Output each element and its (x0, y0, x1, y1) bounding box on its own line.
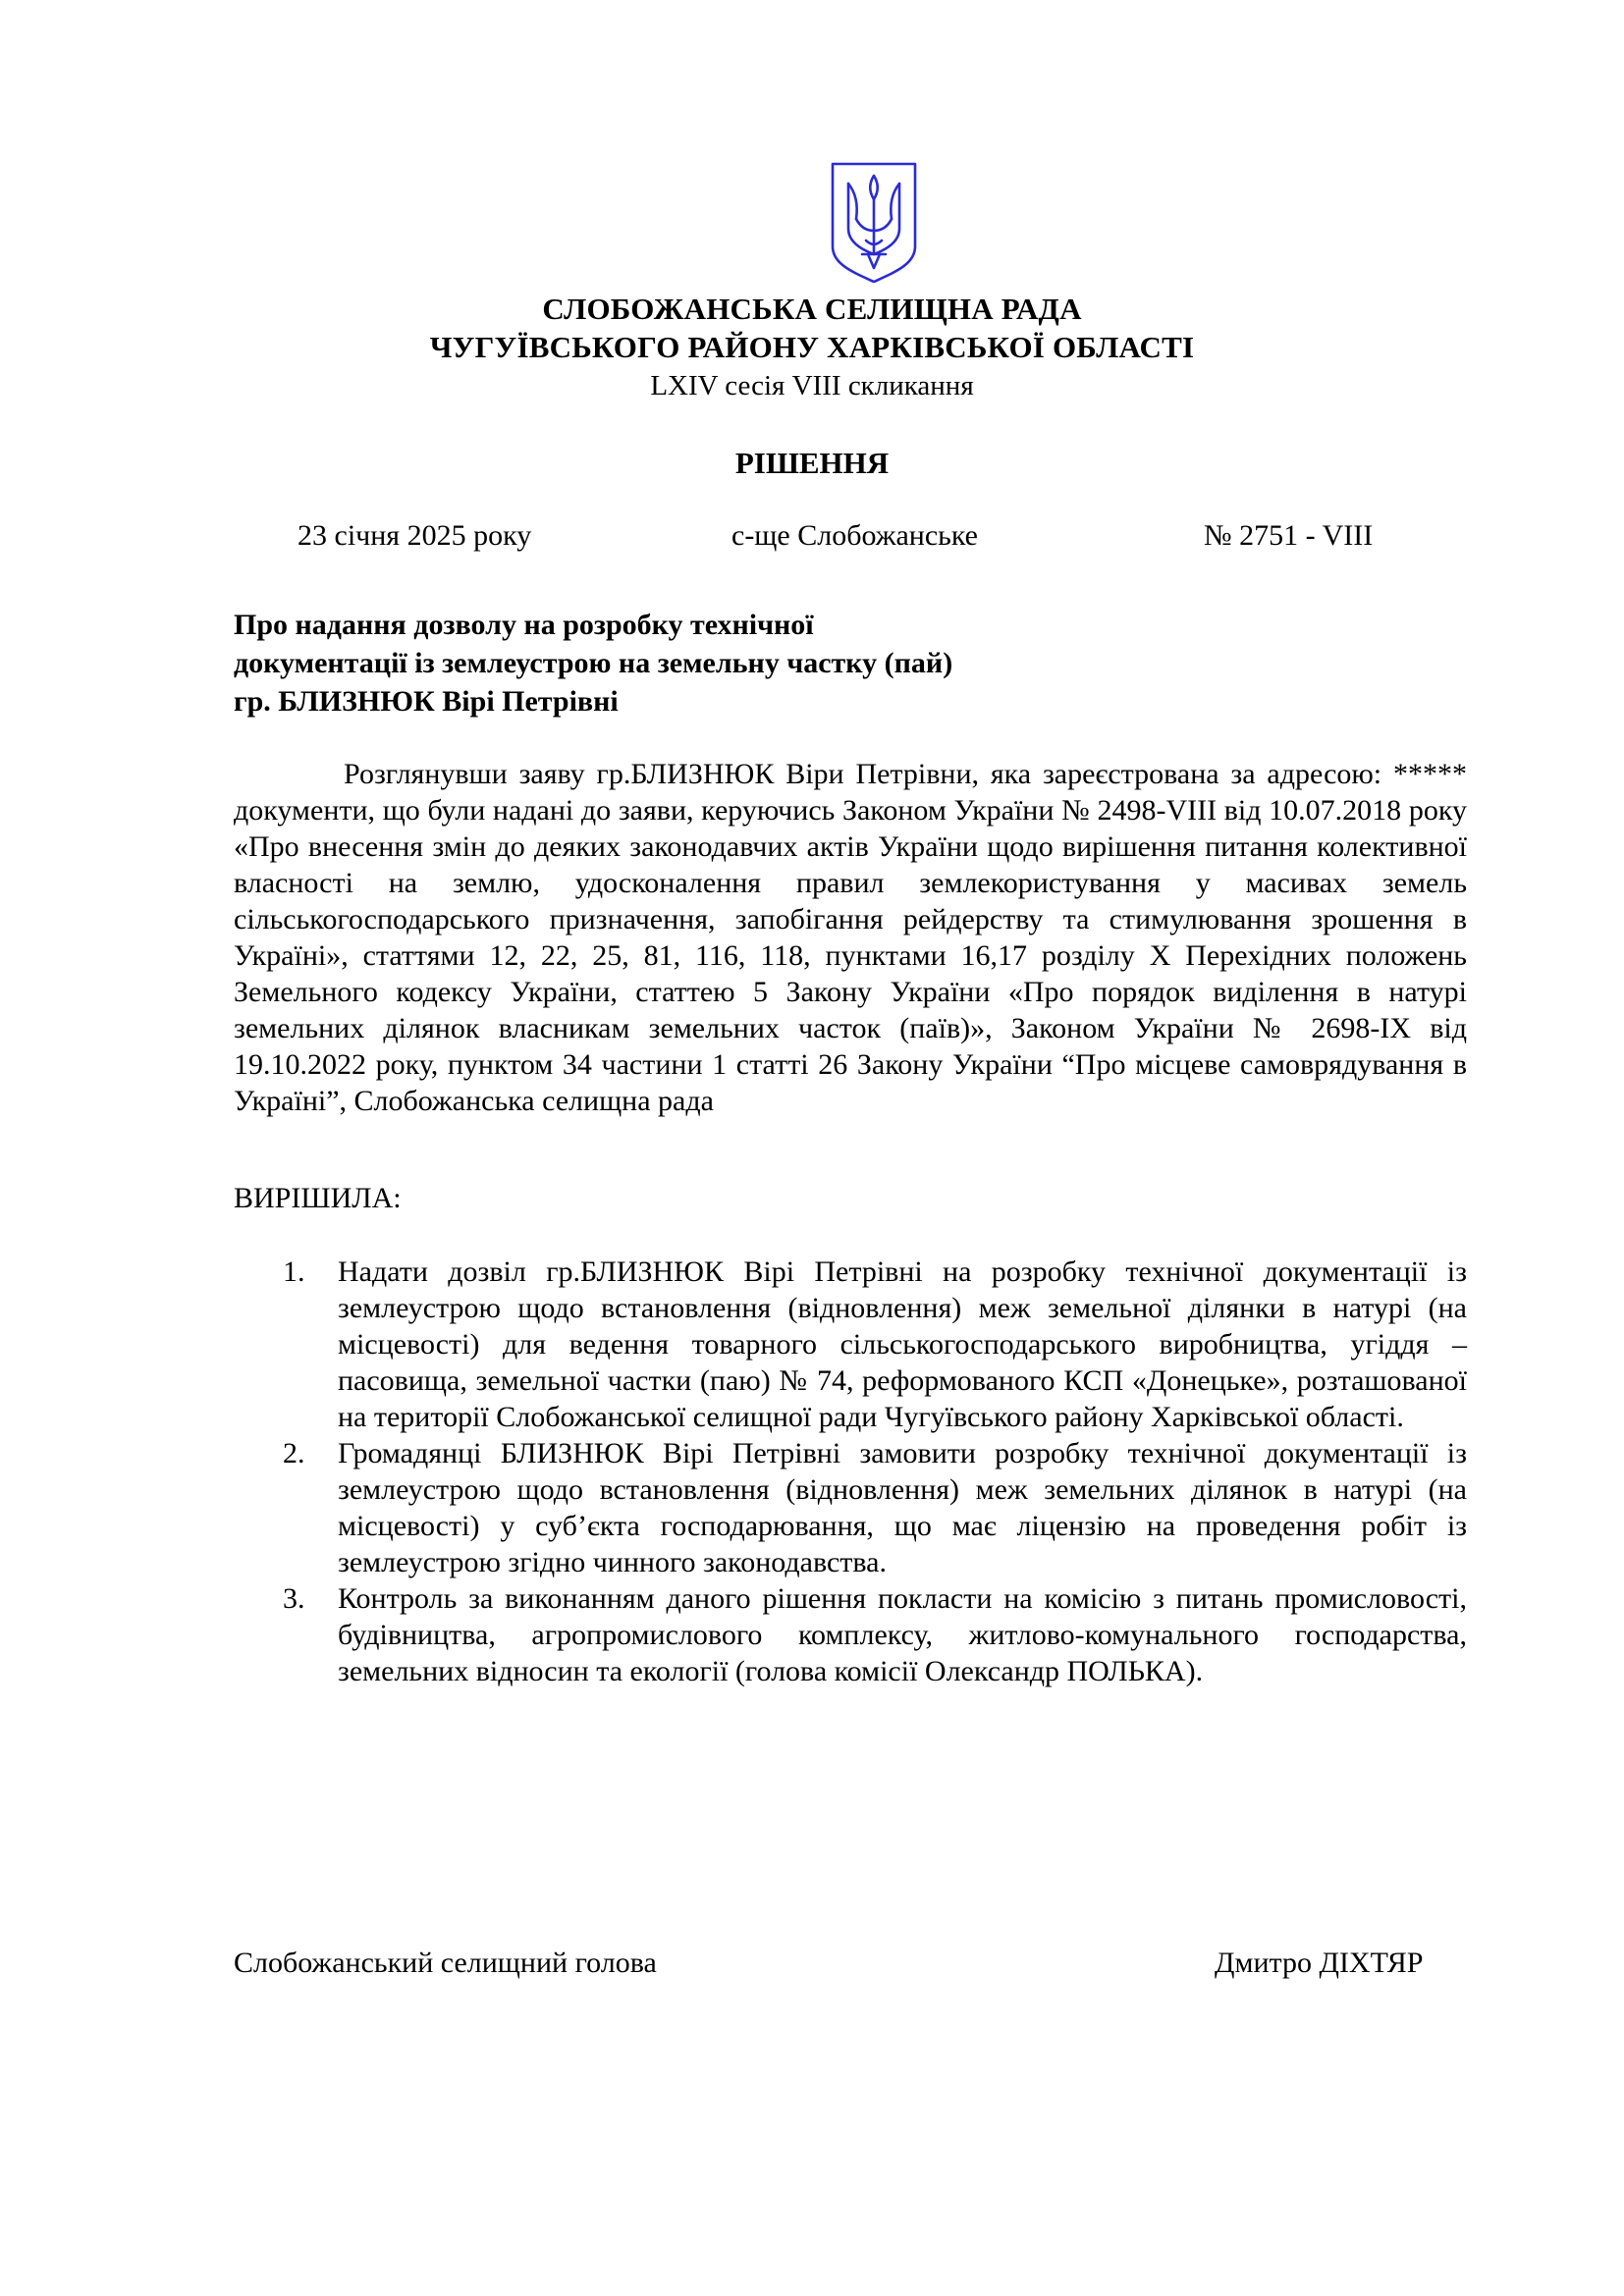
decision-date: 23 січня 2025 року (298, 519, 532, 552)
decision-item (234, 1580, 1467, 1689)
item-text: Громадянці БЛИЗНЮК Вірі Петрівні замовити розробку технічної документації із землеустрою щодо встановлення (відновлення) меж земельних ділянок в натурі (на місцевості) у суб’єкта господарювання, що має ліцензію на проведення робіт із землеустрою згідно чинного законодавства. (338, 1437, 1467, 1578)
decision-number: № 2751 - VIII (1204, 519, 1374, 552)
session-line: LXIV сесія VIII скликання (650, 370, 974, 401)
subject-line: Про надання дозволу на розробку технічної (234, 609, 814, 641)
subject-line: документації із землеустрою на земельну частку (пай) (234, 647, 953, 679)
district-name: ЧУГУЇВСЬКОГО РАЙОНУ ХАРКІВСЬКОЇ ОБЛАСТІ (429, 330, 1195, 364)
item-text: Надати дозвіл гр.БЛИЗНЮК Вірі Петрівні на розробку технічної документації із землеустрою щодо встановлення (відновлення) меж земельної ділянки в натурі (на місцевості) для ведення товарного сільськогосподарського виробництва, угіддя – пасовища, земельної частки (паю) № 74, реформованого КСП «Донецьке», розташованої на території Слобожанської селищної ради Чугуївського району Харківської області. (338, 1255, 1467, 1433)
decision-item (234, 1254, 1467, 1435)
item-number: 2. (283, 1437, 305, 1469)
resolved-label: ВИРІШИЛА: (234, 1182, 402, 1214)
document-type: РІШЕННЯ (734, 446, 890, 480)
subject-line: гр. БЛИЗНЮК Вірі Петрівні (234, 685, 619, 718)
decision-subject (234, 606, 952, 721)
signatory-position: Слобожанський селищний голова (234, 1947, 657, 1979)
council-name: СЛОБОЖАНСЬКА СЕЛИЩНА РАДА (542, 292, 1082, 326)
coat-of-arms-icon (827, 160, 921, 286)
item-number: 3. (283, 1582, 305, 1615)
decision-place: с-ще Слобожанське (731, 519, 978, 552)
decision-items (234, 1254, 1467, 1689)
preamble-paragraph: Розглянувши заяву гр.БЛИЗНЮК Віри Петрівни, яка зареєстрована за адресою: ***** документи, що були надані до заяви, керуючись Законом України № 2498-VIII від 10.07.2018 року «Про внесення змін до деяких законодавчих актів України щодо вирішення питання колективної власності на землю, удосконалення правил землекористування у масивах земель сільськогосподарського призначення, запобігання рейдерству та стимулювання зрошення в Україні», статтями 12, 22, 25, 81, 116, 118, пунктами 16,17 розділу Х Перехідних положень Земельного кодексу України, статтею 5 Закону України «Про порядок виділення в натурі земельних ділянок власникам земельних часток (паїв)», Законом України № 2698-ІХ від 19.10.2022 року, пунктом 34 частини 1 статті 26 Закону України “Про місцеве самоврядування в Україні”, Слобожанська селищна рада (234, 758, 1467, 1117)
item-number: 1. (283, 1255, 305, 1288)
signatory-name: Дмитро ДІХТЯР (1215, 1947, 1424, 1979)
item-text: Контроль за виконанням даного рішення покласти на комісію з питань промисловості, будівництва, агропромислового комплексу, житлово-комунального господарства, земельних відносин та екології (голова комісії Олександр ПОЛЬКА). (338, 1582, 1467, 1687)
decision-item (234, 1435, 1467, 1580)
